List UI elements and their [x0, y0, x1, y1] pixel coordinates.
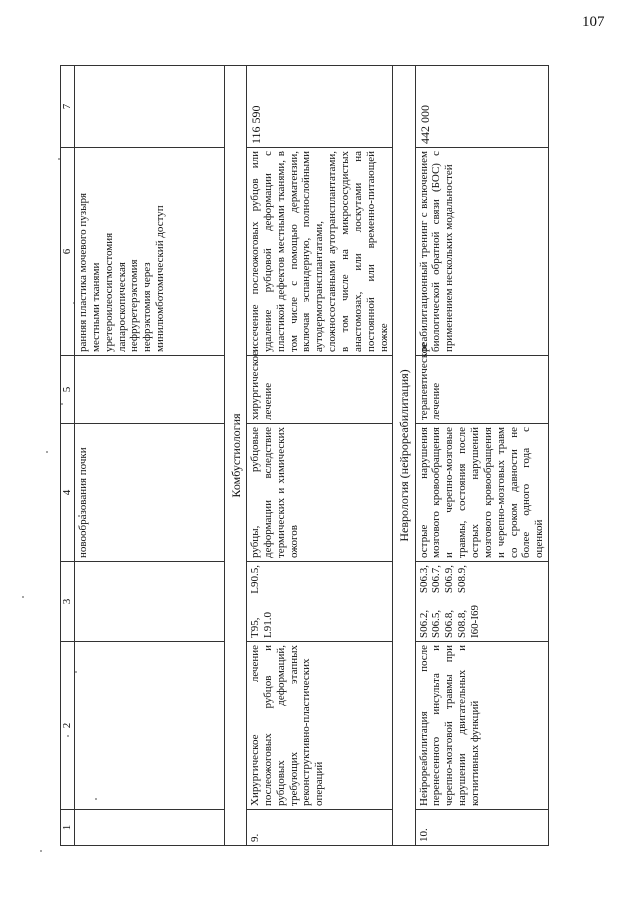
col-header: 5	[61, 356, 75, 424]
row-number: 9.	[247, 810, 393, 846]
diagnosis: острые нарушения мозгового кровообращения и черепно-мозговые травмы, состояния после острых нарушений мозгового кровообращения и черепно-мозговых травм со сроком давности не более одного года с оценкой	[415, 424, 549, 562]
col-header: 3	[61, 562, 75, 642]
icd-codes	[75, 562, 225, 642]
cost: 442 000	[415, 66, 549, 148]
row-number	[75, 810, 225, 846]
row-number: 10.	[415, 810, 549, 846]
col-header: 1	[61, 810, 75, 846]
section-row	[393, 66, 415, 846]
col-header: 4	[61, 424, 75, 562]
col-header: 6	[61, 148, 75, 356]
procedure-group	[75, 642, 225, 810]
procedure-group: Хирургическое лечение послеожоговых рубцов и рубцовых деформаций, требующих этапных реконструктивно-пластических операций	[247, 642, 393, 810]
diagnosis: новообразования почки	[75, 424, 225, 562]
page-number: 107	[582, 14, 605, 30]
method: реабилитационный тренинг с включением биологической обратной связи (БОС) с применением нескольких модальностей	[415, 148, 549, 356]
procedures-table	[60, 65, 549, 846]
cost: 116 590	[247, 66, 393, 148]
rotated-table-container	[60, 52, 580, 852]
treatment-type: хирургическое лечение	[247, 356, 393, 424]
section-title: Комбустиология	[225, 66, 247, 846]
table-row	[247, 66, 393, 846]
icd-codes: S06.2, S06.3, S06.5, S06.7, S06.8, S06.9, S08.8, S08.9, I60-I69	[415, 562, 549, 642]
method: иссечение послеожоговых рубцов или удаление рубцовой деформации с пластикой дефектов местными тканями, в том числе с помощью дерматензии, включая эспандерную, полнослойными аутодермотрансплантатами, сложносоставными аутотрансплантатами, в том числе на микрососудистых анастомозах, или лоскутами на постоянной или временно-питающей ножке	[247, 148, 393, 356]
icd-codes: T95, L90.5, L91.0	[247, 562, 393, 642]
table-row	[75, 66, 225, 846]
method: ранняя пластика мочевого пузыря местными тканями уретероилеосигмостомия лапароскопическая нефруретерэктомия нефрэктомия через минилюмботомический доступ	[75, 148, 225, 356]
diagnosis: рубцы, рубцовые деформации вследствие термических и химических ожогов	[247, 424, 393, 562]
section-title: Неврология (нейрореабилитация)	[393, 66, 415, 846]
procedure-group: Нейрореабилитация после перенесенного инсульта и черепно-мозговой травмы при нарушении двигательных и когнитивных функций	[415, 642, 549, 810]
cost	[75, 66, 225, 148]
treatment-type	[75, 356, 225, 424]
col-header: 7	[61, 66, 75, 148]
table-row	[415, 66, 549, 846]
col-header: 2	[61, 642, 75, 810]
column-number-row	[61, 66, 75, 846]
section-row	[225, 66, 247, 846]
treatment-type: терапевтическое лечение	[415, 356, 549, 424]
